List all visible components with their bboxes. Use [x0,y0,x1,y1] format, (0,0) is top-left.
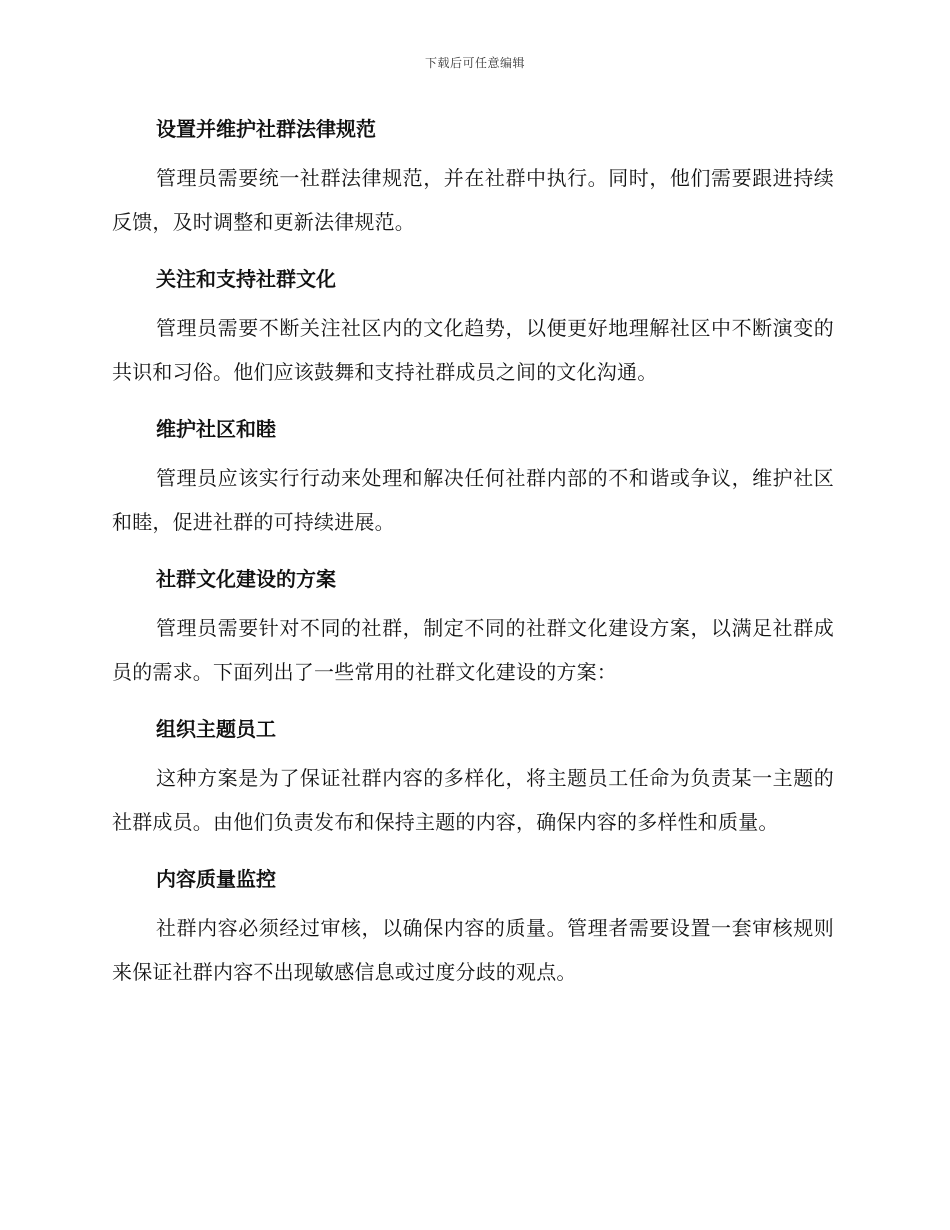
section-heading: 内容质量监控 [156,867,276,891]
section-paragraph: 管理员需要针对不同的社群，制定不同的社群文化建设方案，以满足社群成员的需求。下面列出了一些常用的社群文化建设的方案： [112,616,834,684]
section-paragraph: 这种方案是为了保证社群内容的多样化，将主题员工任命为负责某一主题的社群成员。由他们负责发布和保持主题的内容，确保内容的多样性和质量。 [112,766,834,834]
section-paragraph: 社群内容必须经过审核，以确保内容的质量。管理者需要设置一套审核规则来保证社群内容不出现敏感信息或过度分歧的观点。 [112,916,834,984]
section-paragraph: 管理员需要不断关注社区内的文化趋势，以便更好地理解社区中不断演变的共识和习俗。他们应该鼓舞和支持社群成员之间的文化沟通。 [112,316,834,384]
page-header: 下载后可任意编辑 [424,56,525,70]
section-heading: 组织主题员工 [156,717,276,741]
section-legal-norms [112,112,834,244]
section-paragraph: 管理员需要统一社群法律规范，并在社群中执行。同时，他们需要跟进持续反馈，及时调整和更新法律规范。 [112,166,834,234]
document-body [112,112,834,1012]
section-heading: 关注和支持社群文化 [156,267,336,291]
section-heading: 社群文化建设的方案 [156,567,336,591]
section-paragraph: 管理员应该实行行动来处理和解决任何社群内部的不和谐或争议，维护社区和睦，促进社群的可持续进展。 [112,466,834,534]
section-heading: 设置并维护社群法律规范 [156,117,376,141]
section-heading: 维护社区和睦 [156,417,276,441]
section-quality-monitoring [112,862,834,994]
section-community-culture [112,262,834,394]
section-culture-plan [112,562,834,694]
section-community-harmony [112,412,834,544]
section-topic-staff [112,712,834,844]
